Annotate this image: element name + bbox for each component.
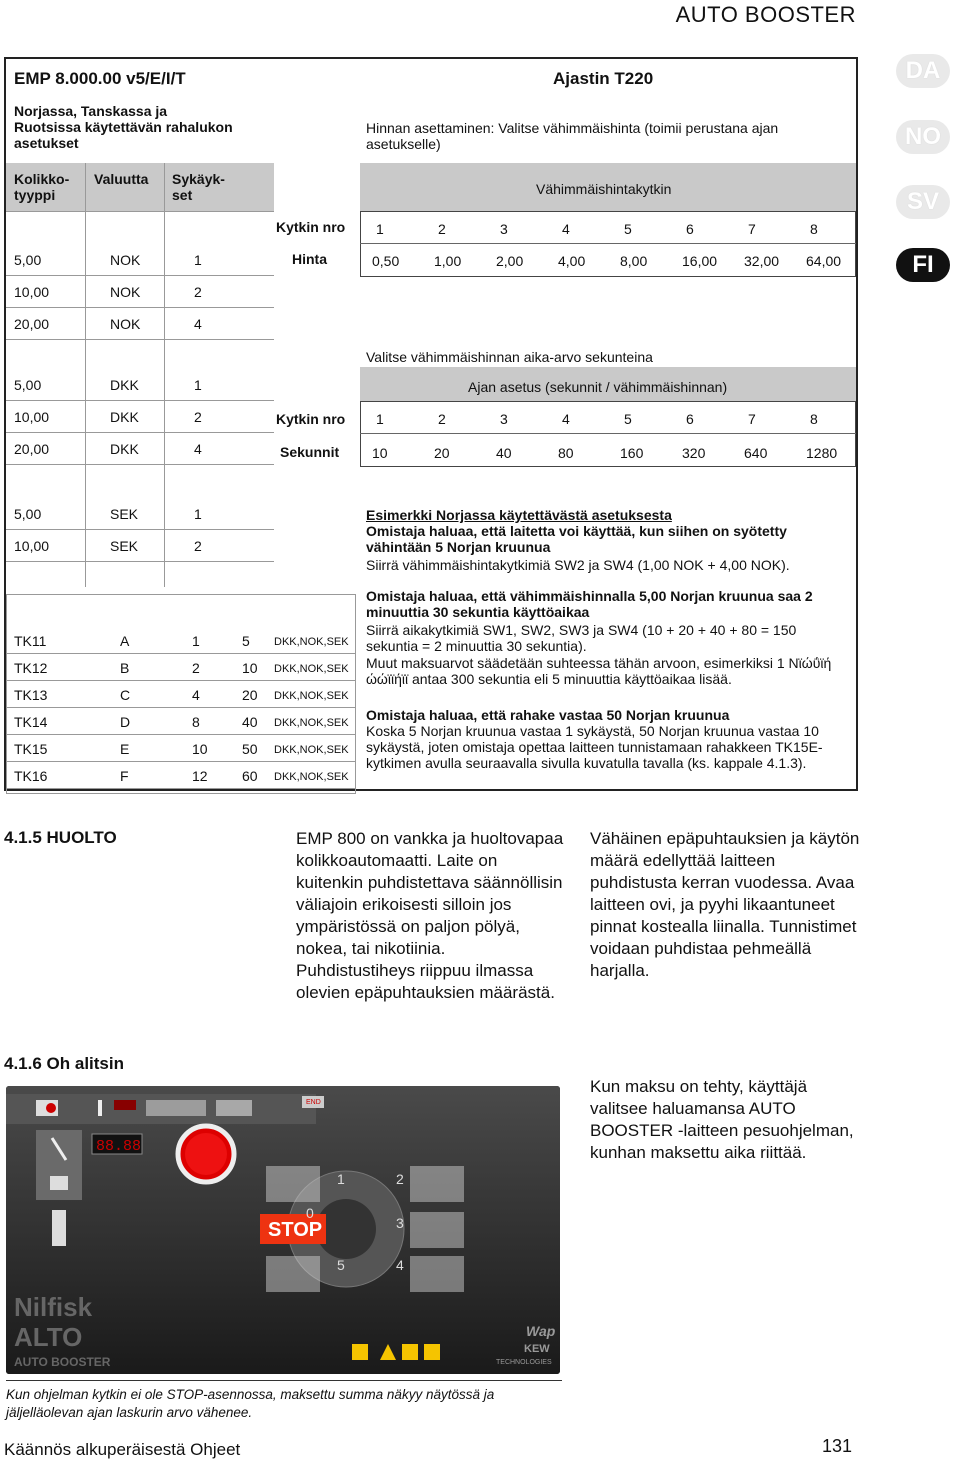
pulse-value: 1 (194, 377, 202, 393)
language-tab-fi[interactable] (896, 248, 950, 282)
huolto-heading: 4.1.5 HUOLTO (4, 828, 117, 847)
currency-value: DKK (110, 377, 139, 393)
seconds-value: 1280 (806, 445, 838, 461)
currency-value: NOK (110, 252, 141, 268)
brand-nilfisk: Nilfisk (14, 1292, 93, 1322)
tk-currencies: DKK,NOK,SEK (274, 744, 349, 756)
dial-number: 4 (396, 1257, 404, 1273)
tk-currencies: DKK,NOK,SEK (274, 771, 349, 783)
price-value: 8,00 (620, 253, 648, 269)
coin-value: 20,00 (14, 316, 50, 332)
stop-label[interactable]: STOP (268, 1219, 323, 1241)
switch-number: 8 (810, 221, 818, 237)
language-tab-no[interactable] (896, 120, 950, 154)
tk-letter: A (120, 633, 130, 649)
brand-alto: ALTO (14, 1322, 83, 1352)
col-header-currency: Valuutta (94, 171, 149, 187)
seconds-value: 40 (496, 445, 512, 461)
tk-letter: D (120, 714, 131, 730)
example-text: Siirrä vähimmäishintakytkimiä SW2 ja SW4 (1,00 NOK + 4,00 NOK). (366, 557, 790, 573)
tk-value: 40 (242, 714, 258, 730)
switch-number: 2 (438, 221, 446, 237)
row-divider (6, 400, 274, 401)
coin-value: 10,00 (14, 284, 50, 300)
currency-value: DKK (110, 441, 139, 457)
row-divider (6, 529, 274, 530)
time-instruction: Valitse vähimmäishinnan aika-arvo sekunteina (366, 349, 653, 365)
divider (360, 433, 856, 434)
tk-currencies: DKK,NOK,SEK (274, 663, 349, 675)
dial-number: 0 (306, 1205, 314, 1221)
pulse-value: 1 (194, 252, 202, 268)
currency-value: NOK (110, 284, 141, 300)
price-value: 32,00 (744, 253, 780, 269)
pulse-value: 2 (194, 538, 202, 554)
control-panel-svg (6, 1086, 560, 1374)
switch-number: 4 (562, 221, 570, 237)
seconds-value: 160 (620, 445, 644, 461)
tk-pulses: 10 (192, 741, 208, 757)
price-label: Hinta (292, 251, 327, 267)
currency-value: DKK (110, 409, 139, 425)
price-band-label: Vähimmäishintakytkin (536, 181, 672, 197)
row-divider (6, 339, 274, 340)
price-value: 64,00 (806, 253, 842, 269)
col-header-coin: Kolikko-tyyppi (14, 171, 70, 203)
tk-currencies: DKK,NOK,SEK (274, 717, 349, 729)
brand-auto-booster: AUTO BOOSTER (14, 1355, 111, 1369)
control-panel-illustration (6, 1086, 560, 1374)
divider (360, 243, 856, 244)
col-header-pulses: Sykäyk-set (172, 171, 225, 203)
end-label: END (306, 1099, 321, 1106)
row-divider (6, 307, 274, 308)
language-tab-sv[interactable] (896, 185, 950, 219)
tk-name: TK13 (14, 687, 48, 703)
seconds-value: 20 (434, 445, 450, 461)
example3-bold: Omistaja haluaa, että rahake vastaa 50 Norjan kruunua (366, 707, 730, 723)
row-divider (6, 653, 356, 654)
row-divider (6, 464, 274, 465)
tk-value: 10 (242, 660, 258, 676)
tk-pulses: 12 (192, 768, 208, 784)
pulse-value: 4 (194, 316, 202, 332)
tk-pulses: 4 (192, 687, 200, 703)
seconds-value: 640 (744, 445, 768, 461)
tk-letter: F (120, 768, 129, 784)
switch-number: 3 (500, 411, 508, 427)
switch-number: 7 (748, 411, 756, 427)
tk-currencies: DKK,NOK,SEK (274, 690, 349, 702)
example-title: Esimerkki Norjassa käytettävästä asetuksesta (366, 507, 672, 523)
row-divider (6, 561, 274, 562)
model-title: EMP 8.000.00 v5/E/I/T (14, 69, 186, 88)
tk-name: TK15 (14, 741, 48, 757)
tk-name: TK12 (14, 660, 48, 676)
row-divider (6, 432, 274, 433)
coin-value: 10,00 (14, 409, 50, 425)
tk-value: 60 (242, 768, 258, 784)
coin-value: 10,00 (14, 538, 50, 554)
switch-number: 4 (562, 411, 570, 427)
tk-pulses: 8 (192, 714, 200, 730)
huolto-col1: EMP 800 on vankka ja huoltovapaa kolikkoautomaatti. Laite on kuitenkin puhdistettava säännöllisin väliajoin erikoisesti silloin jos ympäristössä on paljon pölyä, nokea, tai nikotiinia. Puhdistustiheys riippuu ilmassa olevien epäpuhtauksien määrästä. (296, 829, 564, 1002)
currency-value: SEK (110, 506, 139, 522)
tk-letter: B (120, 660, 130, 676)
switch-number: 1 (376, 221, 384, 237)
timer-title: Ajastin T220 (553, 69, 654, 88)
pulse-value: 4 (194, 441, 202, 457)
tk-value: 20 (242, 687, 258, 703)
example2-text2: Muut maksuarvot säädetään suhteessa tähän arvoon, esimerkiksi 1 Nϊώΰϊή ώώϊϊήϊϊ antaa 300 sekuntia eli 5 minuuttia käyttöaikaa lisää. (366, 655, 832, 687)
coin-value: 5,00 (14, 506, 42, 522)
tk-name: TK14 (14, 714, 48, 730)
brand-wap: Wap (526, 1323, 556, 1339)
alitsin-text: Kun maksu on tehty, käyttäjä valitsee haluamansa AUTO BOOSTER -laitteen pesuohjelman, kunhan maksettu aika riittää. (590, 1077, 854, 1162)
panel-caption: Kun ohjelman kytkin ei ole STOP-asennossa, maksettu summa näkyy näytössä ja jäljelläolevan ajan laskurin arvo vähenee. (6, 1387, 495, 1420)
divider (164, 163, 165, 587)
switch-number: 6 (686, 221, 694, 237)
language-tab-da[interactable] (896, 54, 950, 88)
switch-number: 7 (748, 221, 756, 237)
brand-technologies: TECHNOLOGIES (496, 1359, 552, 1366)
switch-number: 5 (624, 411, 632, 427)
coin-value: 5,00 (14, 377, 42, 393)
alitsin-heading: 4.1.6 Oh alitsin (4, 1054, 124, 1073)
switch-number: 6 (686, 411, 694, 427)
footer-left: Käännös alkuperäisestä Ohjeet (4, 1440, 241, 1459)
example-bold: Omistaja haluaa, että laitetta voi käyttää, kun siihen on syötetty vähintään 5 Norjan kruunua (366, 523, 787, 555)
caption-divider (6, 1380, 562, 1381)
seconds-value: 80 (558, 445, 574, 461)
switch-number: 8 (810, 411, 818, 427)
example3-text: Koska 5 Norjan kruunua vastaa 1 sykäystä, 50 Norjan kruunua vastaa 10 sykäystä, joten omistaja opettaa laitteen tunnistamaan rahakkeen TK15E-kytkimen avulla seuraavalla sivulla kuvatulla tavalla (ks. kappale 4.1.3). (366, 723, 823, 771)
pulse-value: 2 (194, 409, 202, 425)
switch-number: 3 (500, 221, 508, 237)
currency-value: SEK (110, 538, 139, 554)
time-band-label: Ajan asetus (sekunnit / vähimmäishinnan) (468, 379, 728, 395)
price-value: 4,00 (558, 253, 586, 269)
coin-value: 5,00 (14, 252, 42, 268)
price-value: 0,50 (372, 253, 400, 269)
row-divider (6, 761, 356, 762)
tk-value: 50 (242, 741, 258, 757)
header-title: AUTO BOOSTER (675, 2, 856, 27)
footer-page: 131 (822, 1436, 853, 1456)
pulse-value: 1 (194, 506, 202, 522)
row-divider (6, 275, 274, 276)
pulse-value: 2 (194, 284, 202, 300)
tk-name: TK11 (14, 633, 47, 649)
digital-display: 88.88 (96, 1138, 142, 1155)
language-code: DA (905, 57, 941, 84)
divider (6, 211, 274, 212)
dial-number: 5 (337, 1257, 345, 1273)
row-divider (6, 707, 356, 708)
language-code: FI (912, 251, 934, 278)
price-value: 1,00 (434, 253, 462, 269)
left-heading: Norjassa, Tanskassa ja Ruotsissa käytettävän rahalukon asetukset (14, 103, 233, 151)
seconds-value: 320 (682, 445, 706, 461)
brand-kew: KEW (524, 1343, 550, 1355)
seconds-value: 10 (372, 445, 388, 461)
tk-pulses: 1 (192, 633, 200, 649)
tk-pulses: 2 (192, 660, 200, 676)
switch-number: 2 (438, 411, 446, 427)
language-code: SV (906, 188, 939, 215)
language-code: NO (905, 123, 941, 150)
settings-table (4, 57, 858, 791)
dial-number: 1 (337, 1171, 345, 1187)
tk-name: TK16 (14, 768, 48, 784)
switch-label-2: Kytkin nro (276, 411, 346, 427)
tk-value: 5 (242, 633, 250, 649)
switch-number: 5 (624, 221, 632, 237)
coin-value: 20,00 (14, 441, 50, 457)
tk-letter: E (120, 741, 130, 757)
seconds-label: Sekunnit (280, 444, 340, 460)
example2-bold: Omistaja haluaa, että vähimmäishinnalla 5,00 Norjan kruunua saa 2 minuuttia 30 sekuntia käyttöaikaa (366, 588, 813, 620)
dial-number: 3 (396, 1215, 404, 1231)
row-divider (6, 734, 356, 735)
switch-label: Kytkin nro (276, 219, 346, 235)
switch-number: 1 (376, 411, 384, 427)
row-divider (6, 788, 356, 789)
price-instruction: Hinnan asettaminen: Valitse vähimmäishinta (toimii perustana ajan asetukselle) (366, 120, 779, 152)
price-value: 16,00 (682, 253, 718, 269)
huolto-col2: Vähäinen epäpuhtauksien ja käytön määrä edellyttää laitteen puhdistusta kerran vuodessa. Avaa laitteen ovi, ja pyyhi likaantuneet pinnat kostealla liinalla. Tunnistimet voidaan puhdistaa pehmeällä harjalla. (590, 829, 860, 980)
currency-value: NOK (110, 316, 141, 332)
price-value: 2,00 (496, 253, 524, 269)
row-divider (6, 680, 356, 681)
dial-number: 2 (396, 1171, 404, 1187)
tk-currencies: DKK,NOK,SEK (274, 636, 349, 648)
divider (85, 163, 86, 587)
tk-letter: C (120, 687, 131, 703)
example2-text: Siirrä aikakytkimiä SW1, SW2, SW3 ja SW4 (10 + 20 + 40 + 80 = 150 sekuntia = 2 minuuttia 30 sekuntia). (366, 622, 797, 654)
